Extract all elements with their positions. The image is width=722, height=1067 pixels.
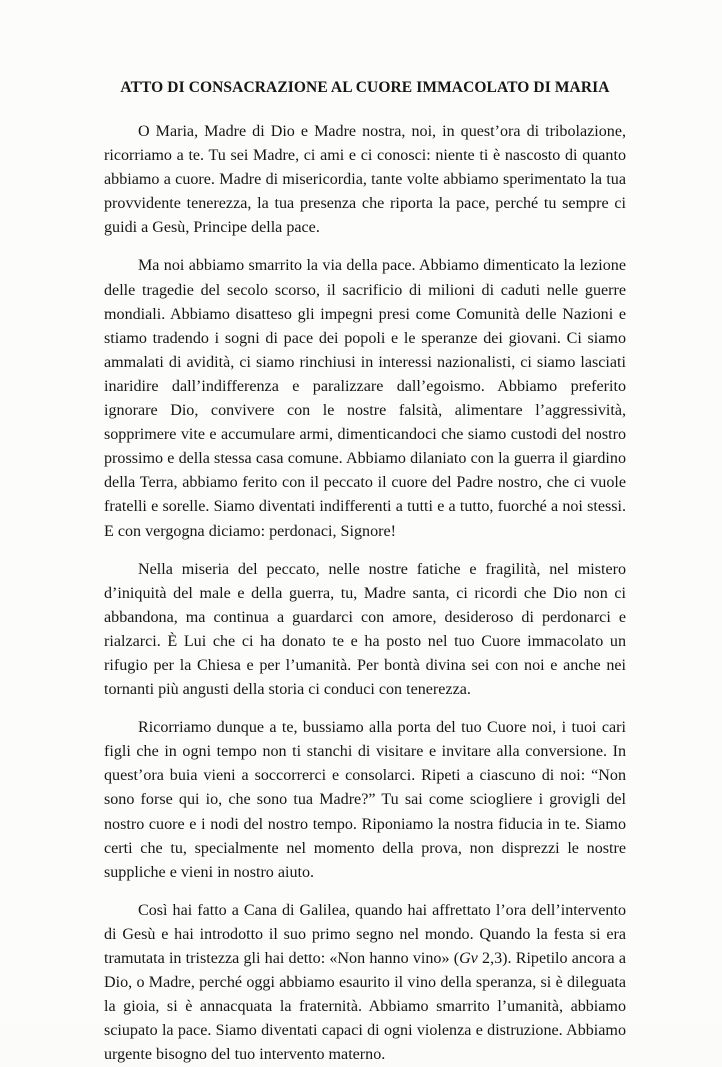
paragraph-4: Ricorriamo dunque a te, bussiamo alla porta del tuo Cuore noi, i tuoi cari figli che in ogni tempo non ti stanchi di visitare e invitare alla conversione. In quest’ora buia vieni a soccorrerci e consolarci. Ripeti a ciascuno di noi: “Non sono forse qui io, che sono tua Madre?” Tu sai come sciogliere i grovigli del nostro cuore e i nodi del nostro tempo. Riponiamo la nostra fiducia in te. Siamo certi che tu, specialmente nel momento della prova, non disprezzi le nostre suppliche e vieni in nostro aiuto. (104, 719, 626, 881)
paragraph-5-after: 2,3). Ripetilo ancora a Dio, o Madre, perché oggi abbiamo esaurito il vino della speranza, si è dileguata la gioia, si è annacquata la fraternità. Abbiamo smarrito l’umanità, abbiamo sciupato la pace. Siamo diventati capaci di ogni violenza e distruzione. Abbiamo urgente bisogno del tuo intervento materno. (104, 950, 626, 1064)
paragraph-3: Nella miseria del peccato, nelle nostre fatiche e fragilità, nel mistero d’iniquità del male e della guerra, tu, Madre santa, ci ricordi che Dio non ci abbandona, ma continua a guardarci con amore, desideroso di perdonarci e rialzarci. È Lui che ci ha donato te e ha posto nel tuo Cuore immacolato un rifugio per la Chiesa e per l’umanità. Per bontà divina sei con noi e anche nei tornanti più angusti della storia ci conduci con tenerezza. (104, 560, 626, 699)
scripture-citation-book: Gv (459, 950, 478, 967)
paragraph-5-before: Così hai fatto a Cana di Galilea, quando hai affrettato l’ora dell’intervento di Gesù e hai introdotto il suo primo segno nel mondo. Quando la festa si era tramutata in tristezza gli hai detto: «Non hanno vino» ( (104, 901, 626, 967)
paragraph-5 (104, 899, 626, 1067)
paragraph-2: Ma noi abbiamo smarrito la via della pace. Abbiamo dimenticato la lezione delle tragedie del secolo scorso, il sacrificio di milioni di caduti nelle guerre mondiali. Abbiamo disatteso gli impegni presi come Comunità delle Nazioni e stiamo tradendo i sogni di pace dei popoli e le speranze dei giovani. Ci siamo ammalati di avidità, ci siamo rinchiusi in interessi nazionalisti, ci siamo lasciati inaridire dall’indifferenza e paralizzare dall’egoismo. Abbiamo preferito ignorare Dio, convivere con le nostre falsità, alimentare l’aggressività, sopprimere vite e accumulare armi, dimenticandoci che siamo custodi del nostro prossimo e della stessa casa comune. Abbiamo dilaniato con la guerra il giardino della Terra, abbiamo ferito con il peccato il cuore del Padre nostro, che ci vuole fratelli e sorelle. Siamo diventati indifferenti a tutti e a tutto, fuorché a noi stessi. E con vergogna diciamo: perdonaci, Signore! (104, 257, 626, 540)
document-title: ATTO DI CONSACRAZIONE AL CUORE IMMACOLATO DI MARIA (120, 79, 610, 96)
paragraph-1: O Maria, Madre di Dio e Madre nostra, noi, in quest’ora di tribolazione, ricorriamo a te. Tu sei Madre, ci ami e ci conosci: niente ti è nascosto di quanto abbiamo a cuore. Madre di misericordia, tante volte abbiamo sperimentato la tua provvidente tenerezza, la tua presenza che riporta la pace, perché tu sempre ci guidi a Gesù, Principe della pace. (104, 123, 626, 237)
